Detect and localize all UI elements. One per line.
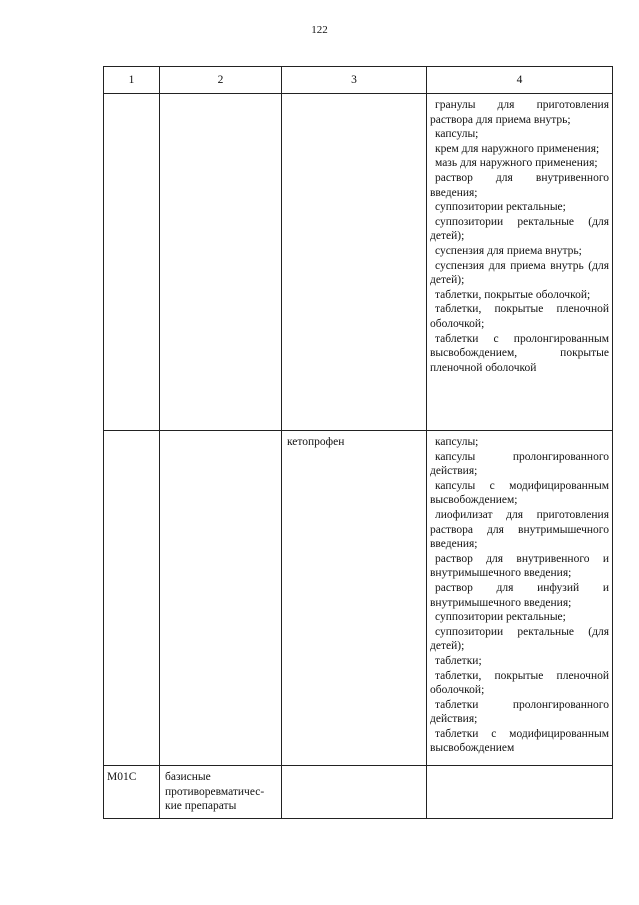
dosage-form-item: мазь для наружного применения; [435, 157, 598, 170]
forms-cell [427, 94, 613, 431]
dosage-form-item: суспензия для приема внутрь; [435, 244, 582, 257]
table-row [104, 766, 613, 819]
dosage-form-item: раствор для инфузий и внутримышечного введения; [430, 581, 609, 609]
drug-table [103, 66, 613, 819]
dosage-form-item: гранулы для приготовления раствора для приема внутрь; [430, 99, 609, 126]
dosage-form-item: таблетки; [435, 654, 482, 667]
dosage-form-item: раствор для внутривенного введения; [430, 171, 609, 199]
code-cell [104, 94, 160, 431]
dosage-form-item: таблетки с модифицированным высвобождением [430, 727, 609, 755]
dosage-form-item: капсулы; [435, 436, 479, 448]
dosage-form-item: капсулы пролонгированного действия; [430, 450, 609, 478]
name-cell [160, 94, 282, 431]
dosage-form-item: суспензия для приема внутрь (для детей); [430, 259, 609, 287]
dosage-forms-list [430, 435, 609, 756]
header-col-2: 2 [160, 67, 282, 94]
header-col-3: 3 [282, 67, 427, 94]
code-cell: М01С [104, 766, 160, 819]
drug-cell [282, 94, 427, 431]
dosage-form-item: таблетки пролонгированного действия; [430, 698, 609, 726]
dosage-form-item: лиофилизат для приготовления раствора для внутримышечного введения; [430, 508, 609, 551]
dosage-form-item: суппозитории ректальные; [435, 611, 566, 624]
dosage-form-item: таблетки, покрытые оболочкой; [435, 288, 591, 301]
table-row [104, 94, 613, 431]
dosage-forms-list [430, 98, 609, 375]
table-row [104, 431, 613, 766]
dosage-form-item: суппозитории ректальные; [435, 201, 566, 214]
dosage-form-item: таблетки, покрытые пленочной оболочкой; [430, 303, 609, 330]
dosage-form-item: капсулы с модифицированным высвобождением; [430, 479, 609, 507]
name-cell [160, 431, 282, 766]
drug-cell: кетопрофен [282, 431, 427, 766]
page-number: 122 [311, 24, 328, 36]
drug-cell [282, 766, 427, 819]
code-cell [104, 431, 160, 766]
header-col-4: 4 [427, 67, 613, 94]
dosage-form-item: крем для наружного применения; [435, 142, 600, 155]
header-row [104, 67, 613, 94]
dosage-form-item: капсулы; [435, 128, 479, 141]
forms-cell [427, 766, 613, 819]
dosage-form-item: суппозитории ректальные (для детей); [430, 625, 609, 653]
name-cell: базисные противоревматичес-кие препараты [160, 766, 282, 819]
forms-cell [427, 431, 613, 766]
header-col-1: 1 [104, 67, 160, 94]
dosage-form-item: суппозитории ректальные (для детей); [430, 215, 609, 243]
dosage-form-item: раствор для внутривенного и внутримышечного введения; [430, 552, 609, 580]
dosage-form-item: таблетки, покрытые пленочной оболочкой; [430, 669, 609, 697]
dosage-form-item: таблетки с пролонгированным высвобождением, покрытые пленочной оболочкой [430, 332, 609, 374]
